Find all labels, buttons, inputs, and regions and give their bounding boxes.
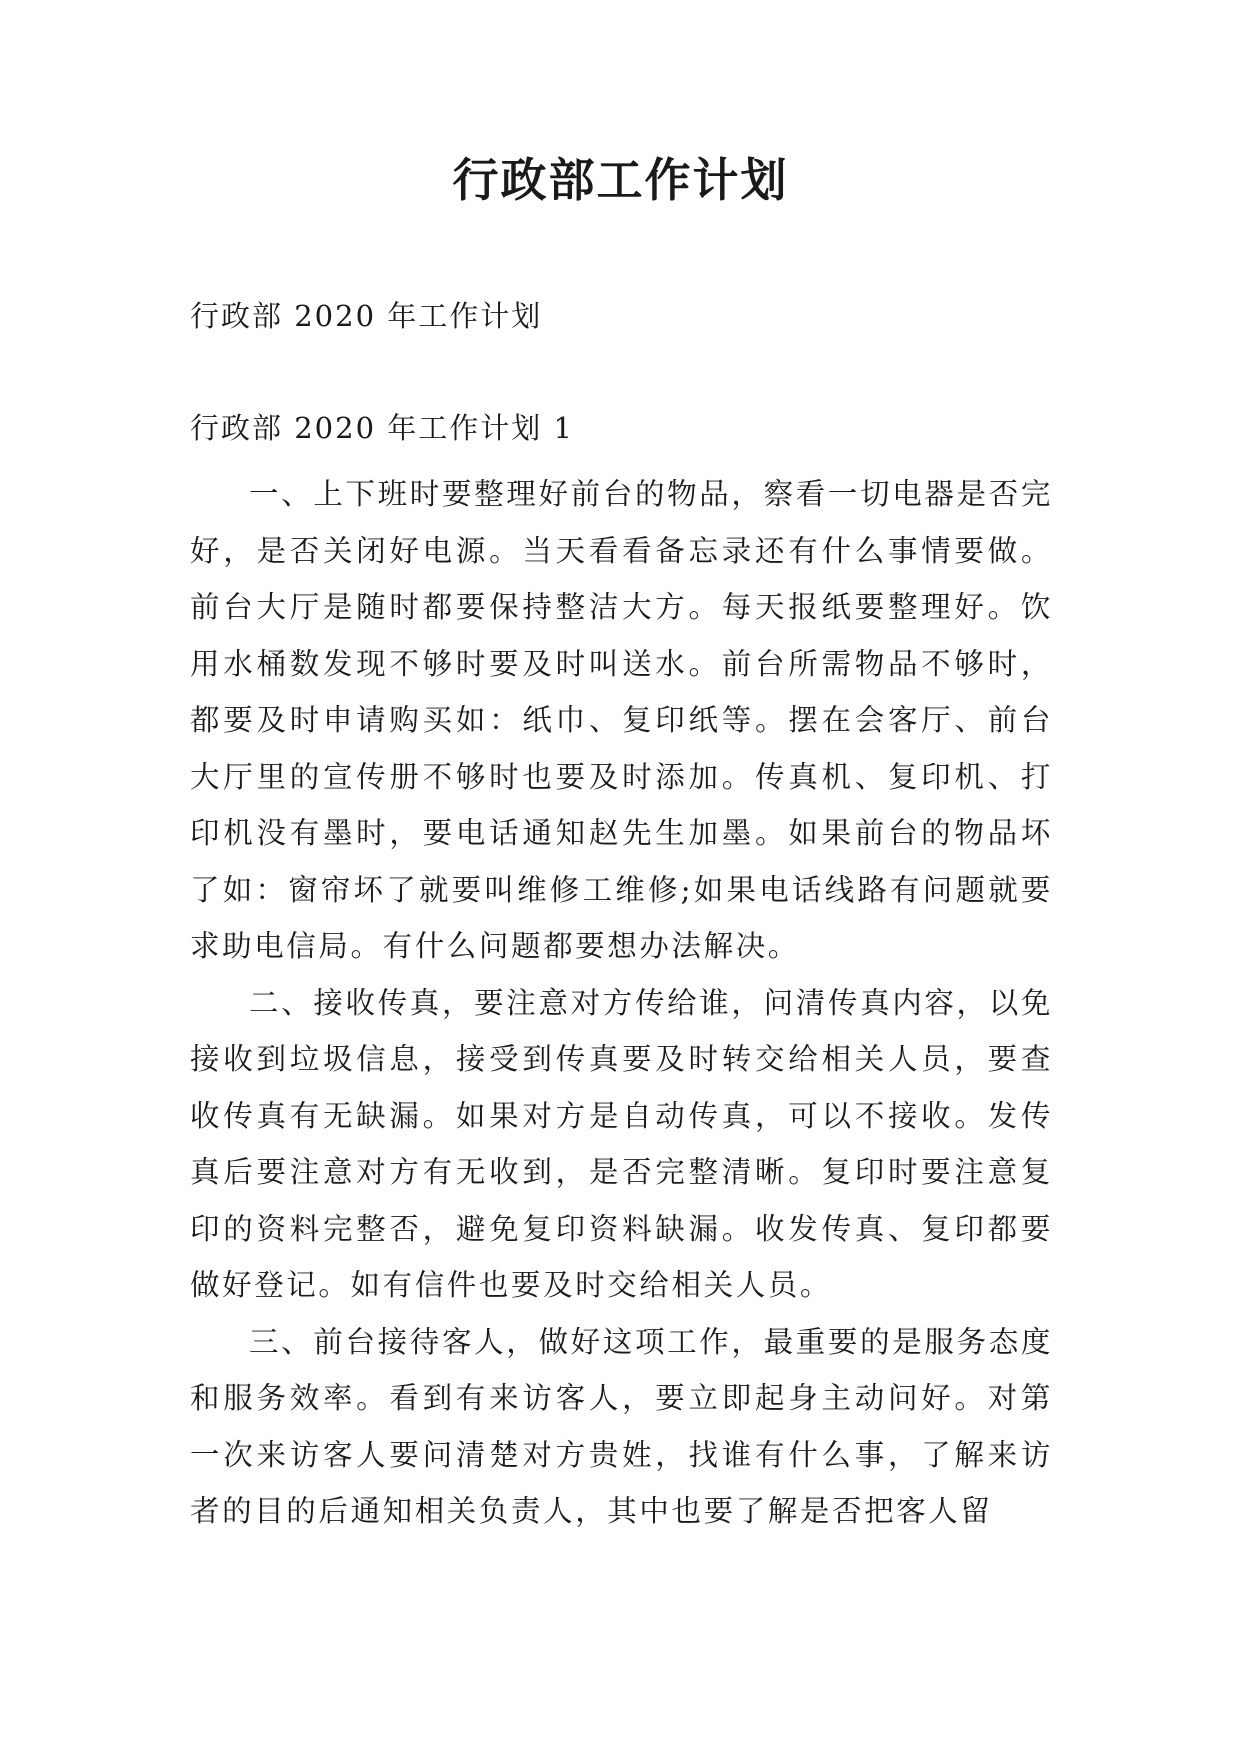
document-subtitle: 行政部 2020 年工作计划 — [190, 299, 543, 333]
paragraph-2: 二、接收传真，要注意对方传给谁，问清传真内容，以免接收到垃圾信息，接受到传真要及时转交给相关人员，要查收传真有无缺漏。如果对方是自动传真，可以不接收。发传真后要注意对方有无收到，是否完整清晰。复印时要注意复印的资料完整否，避免复印资料缺漏。收发传真、复印都要做好登记。如有信件也要及时交给相关人员。 — [190, 985, 1053, 1302]
section-heading: 行政部 2020 年工作计划 1 — [190, 411, 574, 445]
page-title: 行政部工作计划 — [452, 153, 789, 207]
paragraph-3: 三、前台接待客人，做好这项工作，最重要的是服务态度和服务效率。看到有来访客人，要立即起身主动问好。对第一次来访客人要问清楚对方贵姓，找谁有什么事，了解来访者的目的后通知相关负责人，其中也要了解是否把客人留 — [190, 1324, 1053, 1528]
paragraph-1: 一、上下班时要整理好前台的物品，察看一切电器是否完好，是否关闭好电源。当天看看备忘录还有什么事情要做。前台大厅是随时都要保持整洁大方。每天报纸要整理好。饮用水桶数发现不够时要及时叫送水。前台所需物品不够时，都要及时申请购买如：纸巾、复印纸等。摆在会客厅、前台大厅里的宣传册不够时也要及时添加。传真机、复印机、打印机没有墨时，要电话通知赵先生加墨。如果前台的物品坏了如：窗帘坏了就要叫维修工维修;如果电话线路有问题就要求助电信局。有什么问题都要想办法解决。 — [190, 477, 1053, 963]
document-body — [190, 466, 1053, 1540]
